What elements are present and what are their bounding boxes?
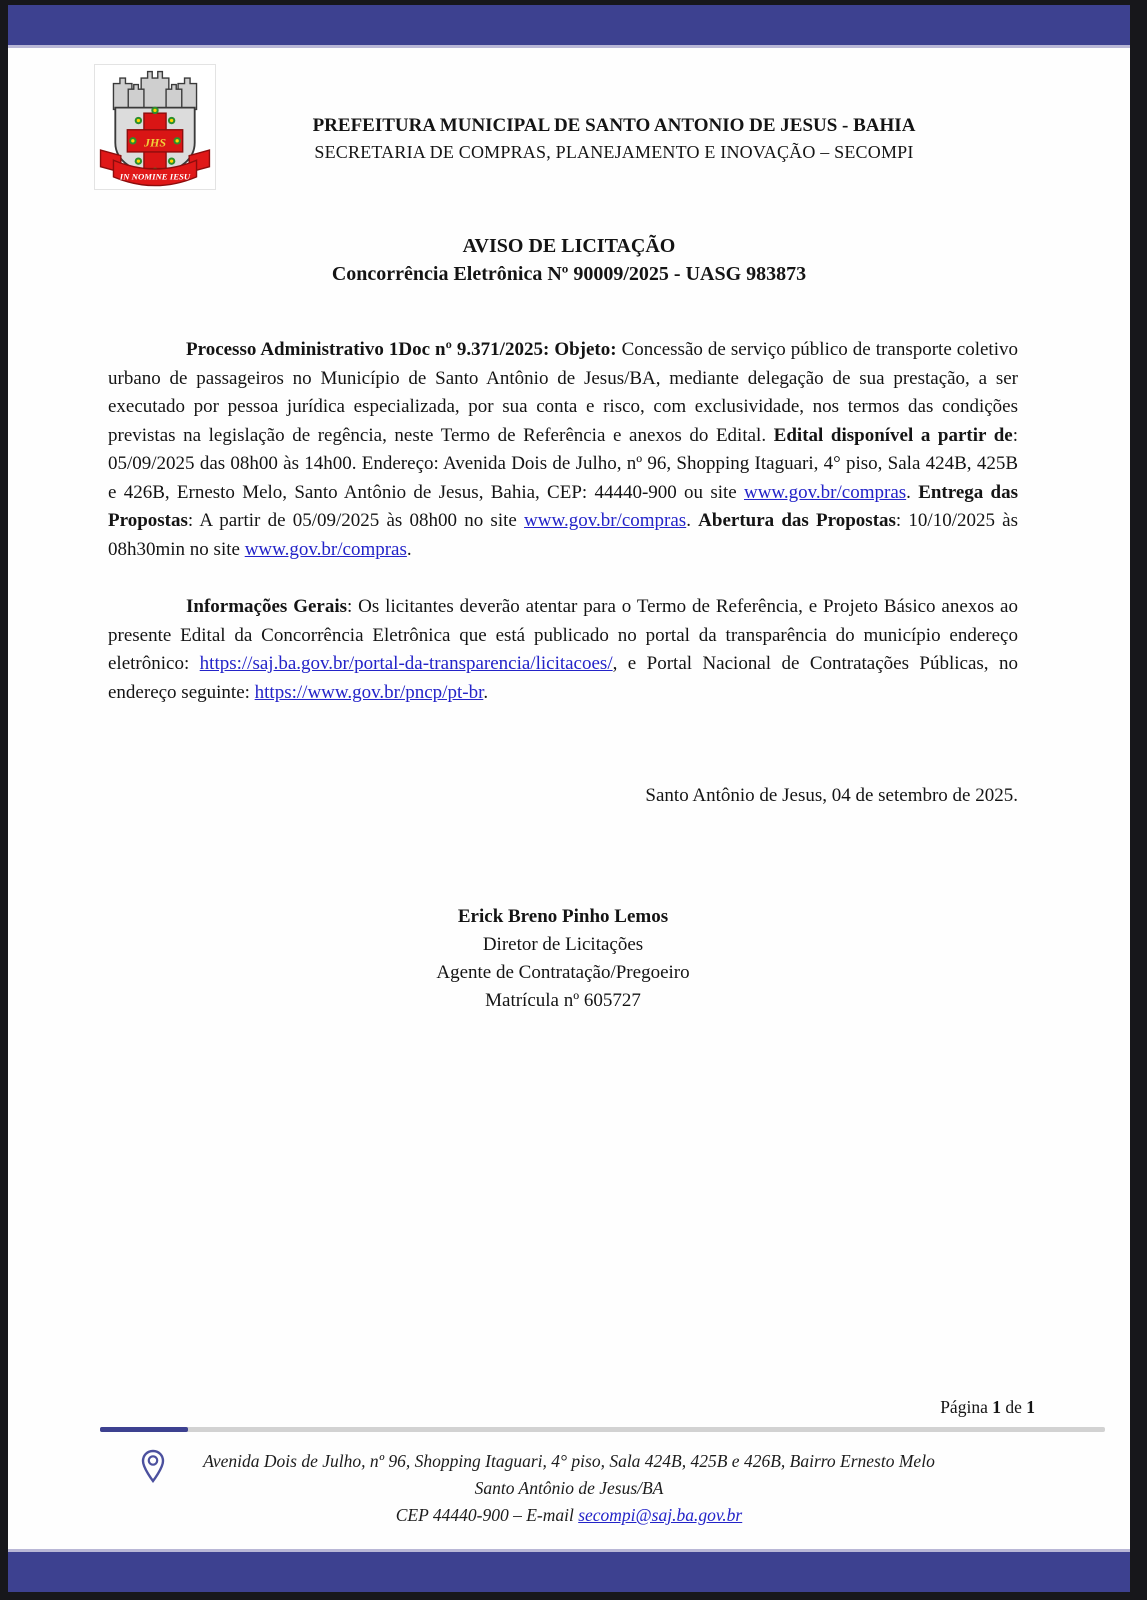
inline-text: : 10/10/2025 às 08h30min no site <box>108 510 1019 560</box>
footer-address-line1: Avenida Dois de Julho, nº 96, Shopping Itaguari, 4° piso, Sala 424B, 425B e 426B, Bairro Ernesto Melo <box>203 1451 935 1471</box>
signature-block <box>108 903 1018 1015</box>
footer-address-line2: Santo Antônio de Jesus/BA <box>474 1478 664 1498</box>
footer-address <box>8 1448 1130 1529</box>
document-title: AVISO DE LICITAÇÃO <box>462 235 676 257</box>
inline-text: Concessão de serviço público de transporte coletivo urbano de passageiros no Município de Santo Antônio de Jesus/BA, mediante delegação de sua prestação, a ser executado por pessoa jurídica especializada, por sua conta e risco, com exclusividade, nos termos das condições previstas na legislação de regência, neste Termo de Referência e anexos do Edital. <box>108 339 1018 446</box>
inline-text: Página <box>940 1397 993 1417</box>
inline-text: , e Portal Nacional de Contratações Públicas, no endereço seguinte: <box>108 653 1018 703</box>
inline-text: : Os licitantes deverão atentar para o Termo de Referência, e Projeto Básico anexos ao presente Edital da Concorrência Eletrônica que está publicado no portal da transparência do município endereço eletrônico: <box>108 596 1018 674</box>
inline-text: . <box>483 681 489 703</box>
document-frame <box>8 5 1130 1592</box>
inline-text: . <box>686 510 699 531</box>
municipal-coat-of-arms-logo <box>94 64 216 190</box>
inline-bold-text: Edital disponível a partir de <box>773 424 1013 446</box>
page-footer <box>8 1397 1130 1549</box>
footer-address-line3 <box>8 1502 1130 1529</box>
inline-bold-text: Informações Gerais <box>186 596 348 617</box>
inline-text: : 05/09/2025 das 08h00 às 14h00. Endereço: Avenida Dois de Julho, nº 96, Shopping Itaguari, 4° piso, Sala 424B, 425B e 426B, Ernesto Melo, Santo Antônio de Jesus, Bahia, CEP: 44440-900 ou site <box>108 424 1018 503</box>
footer-email-link[interactable]: secompi@saj.ba.gov.br <box>578 1505 743 1525</box>
paragraph-informacoes-gerais <box>108 593 1018 707</box>
inline-link[interactable]: https://www.gov.br/pncp/pt-br <box>254 681 484 703</box>
inline-text: . <box>406 538 412 560</box>
paragraph-processo <box>108 336 1018 564</box>
bottom-accent-bar <box>8 1549 1130 1592</box>
footer-divider-accent <box>100 1427 188 1432</box>
signature-role-3: Matrícula nº 605727 <box>485 990 641 1011</box>
top-accent-bar <box>8 5 1130 48</box>
inline-link[interactable]: www.gov.br/compras <box>524 510 687 531</box>
letterhead-line2: SECRETARIA DE COMPRAS, PLANEJAMENTO E INOVAÇÃO – SECOMPI <box>314 142 914 162</box>
inline-text: : A partir de 05/09/2025 às 08h00 no site <box>187 510 525 531</box>
inline-text: de <box>1000 1397 1027 1417</box>
inline-text: . <box>906 481 919 503</box>
signature-role-1: Diretor de Licitações <box>482 934 644 955</box>
page-number <box>8 1397 1035 1418</box>
logo-monogram: JHS <box>143 135 167 150</box>
inline-bold-text: Entrega das Propostas <box>108 481 1019 531</box>
signature-role-2: Agente de Contratação/Pregoeiro <box>436 962 690 983</box>
inline-bold-text: 1 <box>1026 1397 1035 1417</box>
location-pin-icon <box>140 1449 166 1485</box>
inline-link[interactable]: www.gov.br/compras <box>244 538 407 560</box>
logo-motto: IN NOMINE IESU <box>119 171 191 182</box>
inline-link[interactable]: www.gov.br/compras <box>743 481 907 503</box>
letterhead-line1: PREFEITURA MUNICIPAL DE SANTO ANTONIO DE JESUS - BAHIA <box>312 115 916 136</box>
document-body <box>8 336 1130 1015</box>
document-title-block <box>8 232 1130 288</box>
document-page <box>8 48 1130 1549</box>
coat-of-arms-icon <box>95 65 215 189</box>
inline-bold-text: Processo Administrativo 1Doc nº 9.371/2025: Objeto: <box>186 339 622 360</box>
inline-bold-text: Abertura das Propostas <box>698 510 896 531</box>
inline-link[interactable]: https://saj.ba.gov.br/portal-da-transparencia/licitacoes/ <box>199 653 613 674</box>
footer-divider <box>100 1427 1105 1432</box>
footer-cep-email-prefix: CEP 44440-900 – E-mail <box>395 1505 579 1525</box>
document-subtitle: Concorrência Eletrônica Nº 90009/2025 - UASG 983873 <box>331 263 807 285</box>
signature-name: Erick Breno Pinho Lemos <box>457 906 669 927</box>
inline-bold-text: 1 <box>992 1397 1001 1417</box>
date-line: Santo Antônio de Jesus, 04 de setembro de 2025. <box>645 785 1018 806</box>
